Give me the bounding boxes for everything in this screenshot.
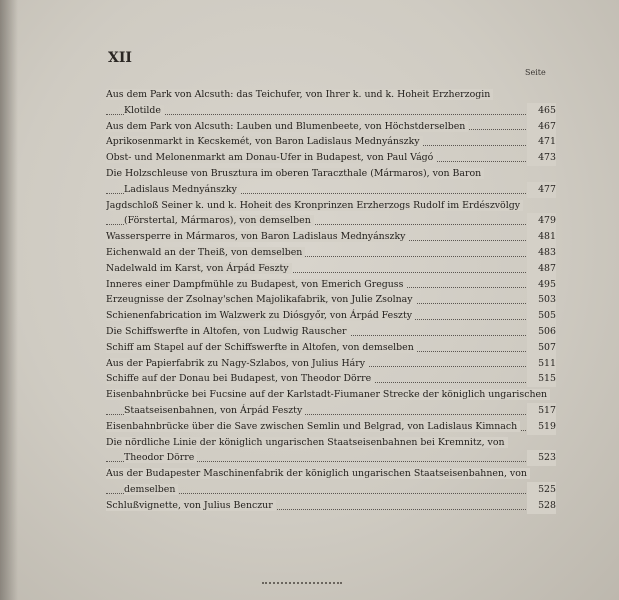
toc-entry-text: Theodor Dörre — [124, 452, 197, 463]
toc-entry — [106, 371, 556, 387]
toc-entry-text: Jagdschloß Seiner k. und k. Hoheit des Kronprinzen Erzherzogs Rudolf im Erdészvölgy — [106, 200, 523, 211]
toc-entry — [106, 340, 556, 356]
toc-page-number: 507 — [527, 340, 556, 356]
toc-entry-line — [106, 87, 556, 103]
toc-entry-text: Aus dem Park von Alcsuth: Lauben und Blumenbeete, von Höchstderselben — [106, 121, 468, 132]
toc-entry-line — [106, 229, 556, 245]
toc-entry-line — [106, 198, 556, 214]
toc-entry-text: Obst- und Melonenmarkt am Donau-Ufer in Budapest, von Paul Vágó — [106, 152, 436, 163]
toc-entry-line — [106, 435, 556, 451]
toc-entry-text: Erzeugnisse der Zsolnay'schen Majolikafabrik, von Julie Zsolnay — [106, 294, 416, 305]
toc-entry-text: Die nördliche Linie der königlich ungarischen Staatseisenbahnen bei Kremnitz, von — [106, 437, 508, 448]
toc-entry-line — [106, 277, 556, 293]
toc-entry-text: Eisenbahnbrücke bei Fucsine auf der Karlstadt-Fiumaner Strecke der königlich ungarischen — [106, 389, 550, 400]
toc-entry-line — [106, 419, 556, 435]
toc-entry-line — [106, 103, 556, 119]
toc-entry-line — [106, 261, 556, 277]
toc-page-number: 505 — [527, 308, 556, 324]
toc-page-number: 525 — [527, 482, 556, 498]
toc-entry-text: (Förstertal, Mármaros), von demselben — [124, 215, 314, 226]
toc-entry-line — [106, 387, 556, 403]
toc-entry-line — [106, 182, 556, 198]
toc-entry-line — [106, 466, 556, 482]
table-of-contents — [106, 87, 556, 514]
toc-entry-text: Die Schiffswerfte in Altofen, von Ludwig Rauscher — [106, 326, 350, 337]
toc-entry — [106, 166, 556, 198]
toc-entry-line — [106, 213, 556, 229]
toc-entry-text: Eisenbahnbrücke über die Save zwischen Semlin und Belgrad, von Ladislaus Kimnach — [106, 421, 520, 432]
toc-entry-text: Schiff am Stapel auf der Schiffswerfte in Altofen, von demselben — [106, 342, 417, 353]
toc-entry-line — [106, 482, 556, 498]
toc-page-number: 517 — [527, 403, 556, 419]
toc-entry — [106, 324, 556, 340]
toc-entry — [106, 498, 556, 514]
toc-entry-line — [106, 166, 556, 182]
toc-entry-line — [106, 292, 556, 308]
toc-entry — [106, 292, 556, 308]
toc-entry-line — [106, 340, 556, 356]
toc-entry — [106, 356, 556, 372]
toc-entry-line — [106, 403, 556, 419]
toc-entry — [106, 229, 556, 245]
toc-entry-line — [106, 498, 556, 514]
toc-entry-text: Schiffe auf der Donau bei Budapest, von Theodor Dörre — [106, 373, 374, 384]
toc-page-number: 465 — [527, 103, 556, 119]
page-edge-shadow — [0, 0, 18, 600]
toc-entry-text: Eichenwald an der Theiß, von demselben — [106, 247, 305, 258]
toc-entry-line — [106, 245, 556, 261]
toc-page-number: 506 — [527, 324, 556, 340]
toc-page-number: 481 — [527, 229, 556, 245]
toc-entry-text: Nadelwald im Karst, von Árpád Feszty — [106, 263, 292, 274]
toc-entry-text: Aprikosenmarkt in Kecskemét, von Baron Ladislaus Mednyánszky — [106, 136, 423, 147]
toc-entry — [106, 150, 556, 166]
toc-entry-text: Aus der Budapester Maschinenfabrik der königlich ungarischen Staatseisenbahnen, von — [106, 468, 530, 479]
toc-entry-text: Schienenfabrication im Walzwerk zu Diósgyőr, von Árpád Feszty — [106, 310, 415, 321]
toc-entry — [106, 119, 556, 135]
toc-page-number: 528 — [527, 498, 556, 514]
toc-entry-text: Klotilde — [124, 105, 164, 116]
toc-entry-line — [106, 308, 556, 324]
toc-entry-text: Ladislaus Mednyánszky — [124, 184, 240, 195]
toc-entry-text: Staatseisenbahnen, von Árpád Feszty — [124, 405, 305, 416]
leader-dots — [106, 114, 556, 115]
toc-entry-text: Wassersperre in Mármaros, von Baron Ladislaus Mednyánszky — [106, 231, 408, 242]
toc-entry — [106, 419, 556, 435]
toc-entry — [106, 435, 556, 467]
toc-page-number: 473 — [527, 150, 556, 166]
toc-entry-line — [106, 150, 556, 166]
toc-entry — [106, 308, 556, 324]
toc-entry — [106, 261, 556, 277]
page-number: XII — [108, 50, 132, 66]
toc-entry-text: demselben — [124, 484, 178, 495]
toc-entry-text: Aus der Papierfabrik zu Nagy-Szlabos, von Julius Háry — [106, 358, 368, 369]
toc-page-number: 515 — [527, 371, 556, 387]
toc-page-number: 495 — [527, 277, 556, 293]
toc-entry-text: Schlußvignette, von Julius Benczur — [106, 500, 276, 511]
toc-page-number: 503 — [527, 292, 556, 308]
toc-entry — [106, 387, 556, 419]
toc-entry-line — [106, 134, 556, 150]
toc-entry-line — [106, 371, 556, 387]
toc-entry — [106, 134, 556, 150]
toc-entry-line — [106, 119, 556, 135]
toc-entry-text: Inneres einer Dampfmühle zu Budapest, von Emerich Greguss — [106, 279, 406, 290]
toc-page-number: 477 — [527, 182, 556, 198]
toc-entry — [106, 277, 556, 293]
toc-entry-line — [106, 356, 556, 372]
bottom-ornament — [262, 580, 342, 584]
toc-entry-text: Die Holzschleuse von Brusztura im oberen Taraczthale (Mármaros), von Baron — [106, 168, 484, 179]
toc-page-number: 483 — [527, 245, 556, 261]
toc-page-number: 523 — [527, 450, 556, 466]
toc-page-number: 511 — [527, 356, 556, 372]
toc-entry — [106, 198, 556, 230]
seite-label: Seite — [525, 68, 546, 77]
toc-entry-text: Aus dem Park von Alcsuth: das Teichufer, von Ihrer k. und k. Hoheit Erzherzogin — [106, 89, 493, 100]
toc-entry — [106, 87, 556, 119]
toc-page-number: 467 — [527, 119, 556, 135]
toc-entry-line — [106, 324, 556, 340]
toc-page-number: 471 — [527, 134, 556, 150]
toc-entry — [106, 466, 556, 498]
toc-page-number: 479 — [527, 213, 556, 229]
toc-entry-line — [106, 450, 556, 466]
toc-page-number: 487 — [527, 261, 556, 277]
toc-entry — [106, 245, 556, 261]
toc-page-number: 519 — [527, 419, 556, 435]
